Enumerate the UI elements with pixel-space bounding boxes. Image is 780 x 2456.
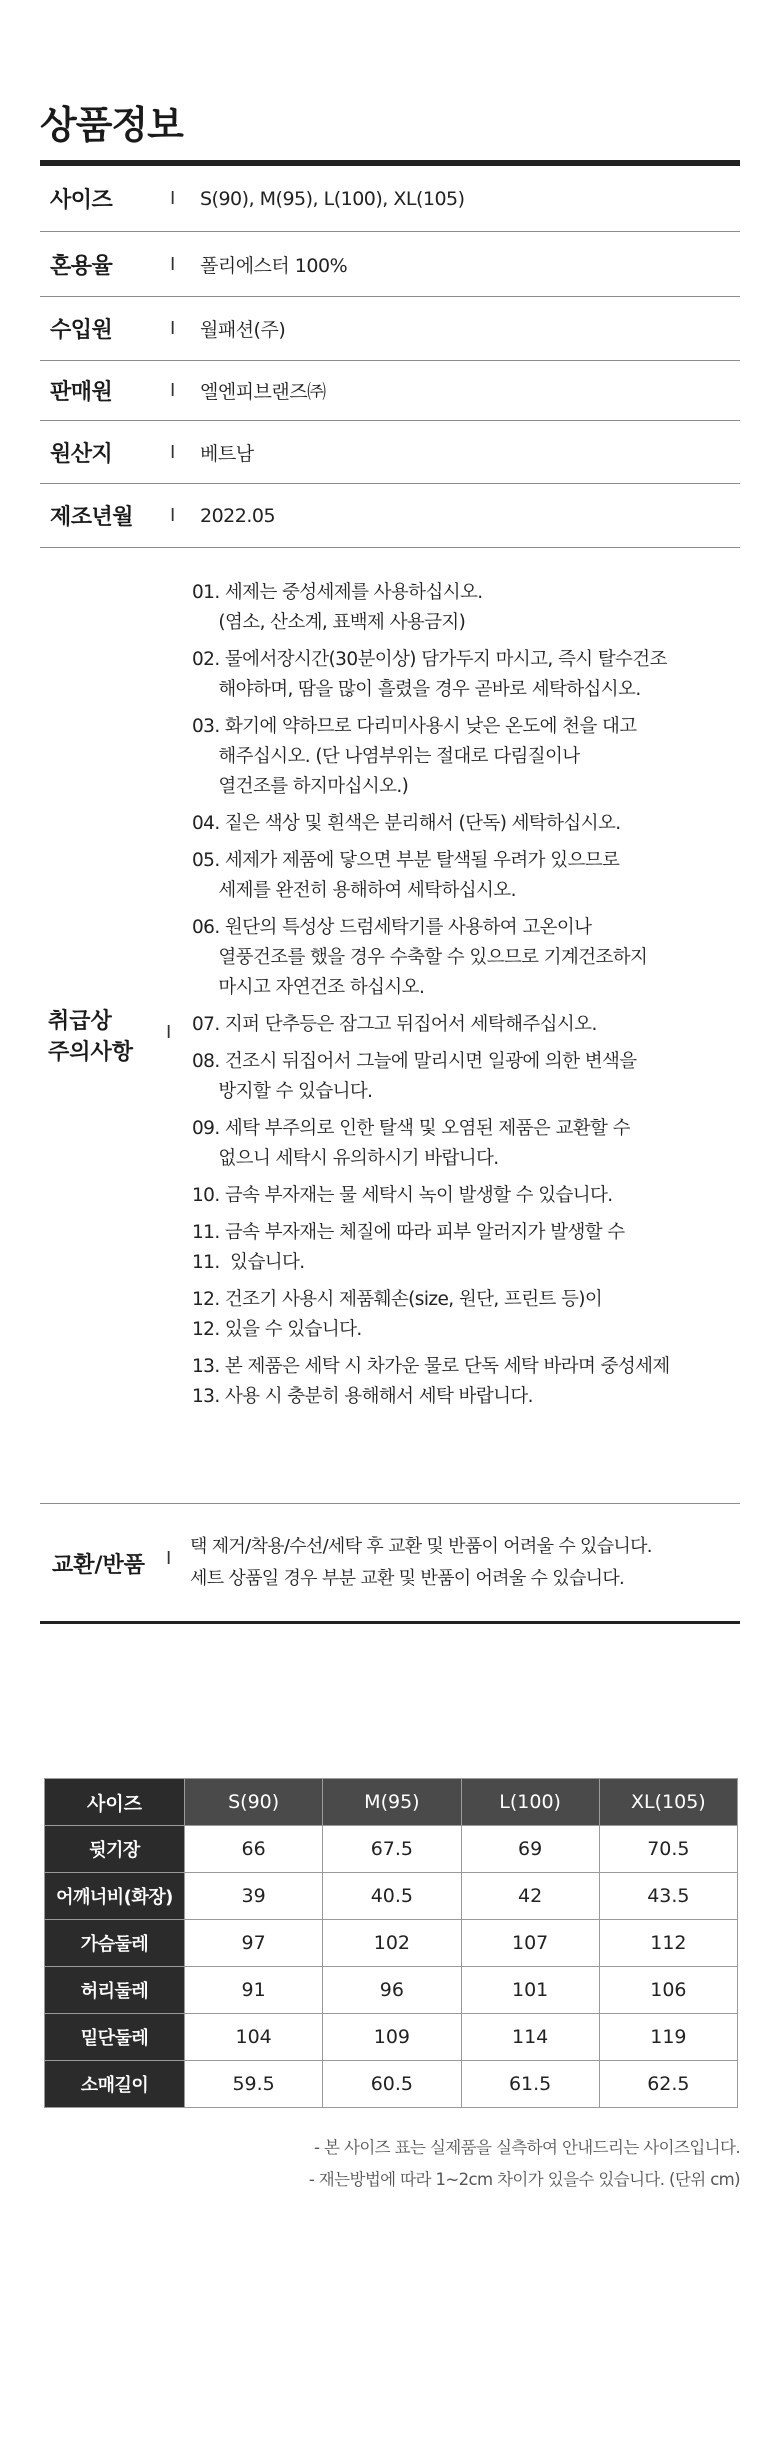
table-cell: 39 <box>185 1873 323 1920</box>
table-cell: 109 <box>323 2014 461 2061</box>
size-column-header: L(100) <box>461 1779 599 1826</box>
table-cell: 119 <box>599 2014 737 2061</box>
info-label: 판매원 <box>50 380 113 405</box>
size-corner-cell: 사이즈 <box>45 1779 185 1826</box>
info-row-seller <box>40 361 740 421</box>
care-item: 12. 건조기 사용시 제품훼손(size, 원단, 프린트 등)이 12. 있을 수 있습니다. <box>192 1289 603 1340</box>
size-column-header: XL(105) <box>599 1779 737 1826</box>
table-row <box>45 1826 738 1873</box>
table-cell: 66 <box>185 1826 323 1873</box>
info-label: 수입원 <box>50 318 113 343</box>
care-label <box>48 1006 133 1068</box>
table-cell: 112 <box>599 1920 737 1967</box>
size-note: - 본 사이즈 표는 실제품을 실측하여 안내드리는 사이즈입니다. <box>314 2138 740 2157</box>
row-label: 가슴둘레 <box>45 1920 185 1967</box>
separator: I <box>170 253 176 275</box>
info-value: 2022.05 <box>200 504 276 527</box>
table-cell: 101 <box>461 1967 599 2014</box>
table-cell: 70.5 <box>599 1826 737 1873</box>
exchange-label: 교환/반품 <box>52 1553 146 1578</box>
info-value: 폴리에스터 100% <box>200 254 348 277</box>
exchange-text <box>190 1531 750 1595</box>
care-item: 11. 금속 부자재는 체질에 따라 피부 알러지가 발생할 수 11. 있습니다. <box>192 1222 625 1273</box>
care-item: 01. 세제는 중성세제를 사용하십시오. (염소, 산소계, 표백제 사용금지) <box>192 582 483 633</box>
table-cell: 69 <box>461 1826 599 1873</box>
separator: I <box>170 380 176 401</box>
separator: I <box>170 505 176 526</box>
separator: I <box>166 1548 172 1569</box>
exchange-line: 택 제거/착용/수선/세탁 후 교환 및 반품이 어려울 수 있습니다. <box>190 1536 652 1557</box>
table-cell: 91 <box>185 1967 323 2014</box>
table-cell: 102 <box>323 1920 461 1967</box>
info-value: 엘엔피브랜즈㈜ <box>200 381 326 403</box>
info-label: 제조년월 <box>50 505 134 530</box>
table-cell: 96 <box>323 1967 461 2014</box>
row-label: 허리둘레 <box>45 1967 185 2014</box>
care-item: 04. 짙은 색상 및 흰색은 분리해서 (단독) 세탁하십시오. <box>192 813 621 834</box>
care-item: 03. 화기에 약하므로 다리미사용시 낮은 온도에 천을 대고 해주십시오. (단 나염부위는 절대로 다림질이나 열건조를 하지마십시오.) <box>192 716 637 797</box>
info-row-importer <box>40 297 740 361</box>
care-instructions-row <box>40 548 740 1504</box>
info-row-size <box>40 166 740 232</box>
info-value: 베트남 <box>200 442 254 465</box>
exchange-return-row <box>40 1504 740 1624</box>
row-label: 뒷기장 <box>45 1826 185 1873</box>
table-row <box>45 2014 738 2061</box>
size-column-header: M(95) <box>323 1779 461 1826</box>
table-row <box>45 1967 738 2014</box>
table-cell: 60.5 <box>323 2061 461 2108</box>
page-title: 상품정보 <box>40 103 183 147</box>
table-cell: 62.5 <box>599 2061 737 2108</box>
care-item: 08. 건조시 뒤집어서 그늘에 말리시면 일광에 의한 변색을 방지할 수 있습니다. <box>192 1051 637 1102</box>
info-row-material <box>40 232 740 297</box>
care-instructions-list <box>192 578 732 1419</box>
table-row <box>45 2061 738 2108</box>
product-info-table <box>40 166 740 1624</box>
care-item: 07. 지퍼 단추등은 잠그고 뒤집어서 세탁해주십시오. <box>192 1014 597 1035</box>
care-item: 06. 원단의 특성상 드럼세탁기를 사용하여 고온이나 열풍건조를 했을 경우 수축할 수 있으므로 기계건조하지 마시고 자연건조 하십시오. <box>192 917 648 998</box>
care-item: 05. 세제가 제품에 닿으면 부분 탈색될 우려가 있으므로 세제를 완전히 용해하여 세탁하십시오. <box>192 850 620 901</box>
care-item: 10. 금속 부자재는 물 세탁시 녹이 발생할 수 있습니다. <box>192 1185 613 1206</box>
table-cell: 97 <box>185 1920 323 1967</box>
care-label-line: 취급상 <box>48 1009 112 1034</box>
separator: I <box>170 441 176 463</box>
table-cell: 40.5 <box>323 1873 461 1920</box>
table-row <box>45 1873 738 1920</box>
info-value: S(90), M(95), L(100), XL(105) <box>200 187 465 210</box>
row-label: 소매길이 <box>45 2061 185 2108</box>
size-column-header: S(90) <box>185 1779 323 1826</box>
care-item: 02. 물에서장시간(30분이상) 담가두지 마시고, 즉시 탈수건조 해야하며, 땀을 많이 흘렸을 경우 곧바로 세탁하십시오. <box>192 649 667 700</box>
table-cell: 104 <box>185 2014 323 2061</box>
size-chart-table <box>44 1778 738 2108</box>
row-label: 밑단둘레 <box>45 2014 185 2061</box>
table-cell: 42 <box>461 1873 599 1920</box>
info-label: 원산지 <box>50 441 113 467</box>
info-row-origin <box>40 421 740 484</box>
care-item: 13. 본 제품은 세탁 시 차가운 물로 단독 세탁 바라며 중성세제 13. 사용 시 충분히 용해해서 세탁 바랍니다. <box>192 1356 670 1407</box>
table-cell: 67.5 <box>323 1826 461 1873</box>
table-cell: 107 <box>461 1920 599 1967</box>
exchange-line: 세트 상품일 경우 부분 교환 및 반품이 어려울 수 있습니다. <box>190 1568 625 1589</box>
care-item: 09. 세탁 부주의로 인한 탈색 및 오염된 제품은 교환할 수 없으니 세탁시 유의하시기 바랍니다. <box>192 1118 630 1169</box>
table-cell: 114 <box>461 2014 599 2061</box>
size-notes <box>309 2132 740 2196</box>
care-label-line: 주의사항 <box>48 1040 134 1065</box>
info-label: 사이즈 <box>50 188 113 213</box>
table-cell: 43.5 <box>599 1873 737 1920</box>
info-label: 혼용율 <box>50 253 113 279</box>
info-row-manufactured <box>40 484 740 548</box>
row-label: 어깨너비(화장) <box>45 1873 185 1920</box>
table-cell: 61.5 <box>461 2061 599 2108</box>
info-value: 월패션(주) <box>200 319 286 341</box>
table-cell: 59.5 <box>185 2061 323 2108</box>
table-cell: 106 <box>599 1967 737 2014</box>
size-header-row <box>45 1779 738 1826</box>
size-note: - 재는방법에 따라 1~2cm 차이가 있을수 있습니다. (단위 cm) <box>308 2170 740 2189</box>
separator: I <box>170 188 176 209</box>
table-row <box>45 1920 738 1967</box>
separator: I <box>170 318 176 339</box>
separator: I <box>166 1022 172 1043</box>
